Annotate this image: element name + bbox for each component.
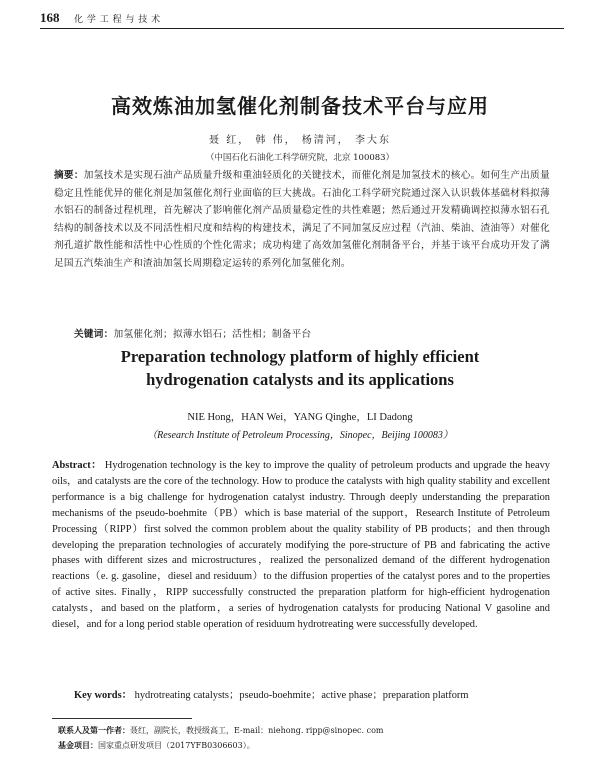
footnote-fund — [58, 740, 255, 751]
chinese-keywords — [74, 326, 311, 340]
header-rule — [40, 28, 564, 29]
footnote-author-label: 联系人及第一作者： — [58, 725, 130, 735]
page-number: 168 — [40, 10, 60, 25]
english-title-line2: hydrogenation catalysts and its applications — [146, 370, 454, 389]
chinese-keywords-text: 加氢催化剂；拟薄水铝石；活性相；制备平台 — [113, 329, 312, 340]
chinese-abstract — [54, 167, 550, 273]
chinese-abstract-text: 加氢技术是实现石油产品质量升级和重油轻质化的关键技术，而催化剂是加氢技术的核心。如何生产出质量稳定且性能优异的催化剂是加氢催化剂行业面临的巨大挑战。石油化工科学研究院通过深入认识载体基础材料拟薄水铝石的制备过程机理，首先解决了影响催化剂产品质量稳定性的共性难题；然后通过开发精确调控拟薄水铝石孔结构的制备技术以及不同活性相尺度和结构的构建技术，满足了不同加氢反应过程（汽油、柴油、渣油等）对催化剂孔道扩散性能和活性中心性质的个性化需求；成功构建了高效加氢催化剂制备平台，并基于该平台成功开发了满足国五汽柴油生产和渣油加氢长周期稳定运转的系列化加氢催化剂。 — [54, 170, 550, 269]
chinese-authors: 聂 红， 韩 伟， 杨清河， 李大东 — [209, 135, 391, 146]
english-authors: NIE Hong，HAN Wei，YANG Qinghe，LI Dadong — [187, 412, 413, 423]
footnote-rule — [52, 718, 192, 719]
english-title — [0, 345, 600, 391]
chinese-abstract-label: 摘要： — [54, 170, 84, 181]
footnote-author — [58, 725, 384, 736]
english-keywords — [74, 686, 468, 701]
english-abstract-text: Hydrogenation technology is the key to improve the quality of petroleum products and upgrade the heavy oils，and catalysts are the core of the technology. How to produce the catalysts with high quality stability and excellent performance is a big challenge for hydrogenation catalyst industry. Through deeply understanding the preparation mechanisms of the pseudo-boehmite（PB）which is base material of the support，Research Institute of Petroleum Processing（RIPP）first solved the common problem about the quality stability of PB products；and then through developing the preparation technologies of accurately modifying the pore-structure of PB and fabricating the active phases with different sizes and microstructures，realized the personalized demand of the different hydrogenation reactions（e. g. gasoline，diesel and residuum）to the diffusion properties of the catalyst pores and to the properties of active sites. Finally，RIPP successfully constructed the preparation platform for high-efficient hydrogenation catalysts，and based on the platform，a series of hydrogenation catalysts for producing National V gasoline and diesel，and for a long period stable operation of residuum hydrotreating were successfully developed. — [52, 460, 550, 631]
footnote-fund-label: 基金项目： — [58, 740, 98, 750]
english-keywords-label: Key words： — [74, 690, 133, 701]
english-affiliation: （Research Institute of Petroleum Processing，Sinopec，Beijing 100083） — [147, 430, 453, 441]
footnote-author-text: 聂红，副院长，教授级高工，E-mail：niehong. ripp@sinopec. com — [130, 726, 384, 735]
running-header — [40, 8, 564, 30]
english-keywords-text: hydrotreating catalysts；pseudo-boehmite；active phase；preparation platform — [134, 690, 469, 701]
english-abstract — [52, 458, 550, 633]
chinese-title: 高效炼油加氢催化剂制备技术平台与应用 — [111, 94, 489, 118]
journal-name: 化 学 工 程 与 技 术 — [74, 15, 161, 25]
footnote-fund-text: 国家重点研发项目（2017YFB0306603）。 — [98, 741, 255, 750]
english-title-line1: Preparation technology platform of highly efficient — [120, 347, 480, 366]
chinese-keywords-label: 关键词： — [74, 329, 114, 340]
chinese-affiliation: （中国石化石油化工科学研究院，北京 100083） — [205, 153, 395, 163]
english-abstract-label: Abstract： — [52, 460, 102, 471]
